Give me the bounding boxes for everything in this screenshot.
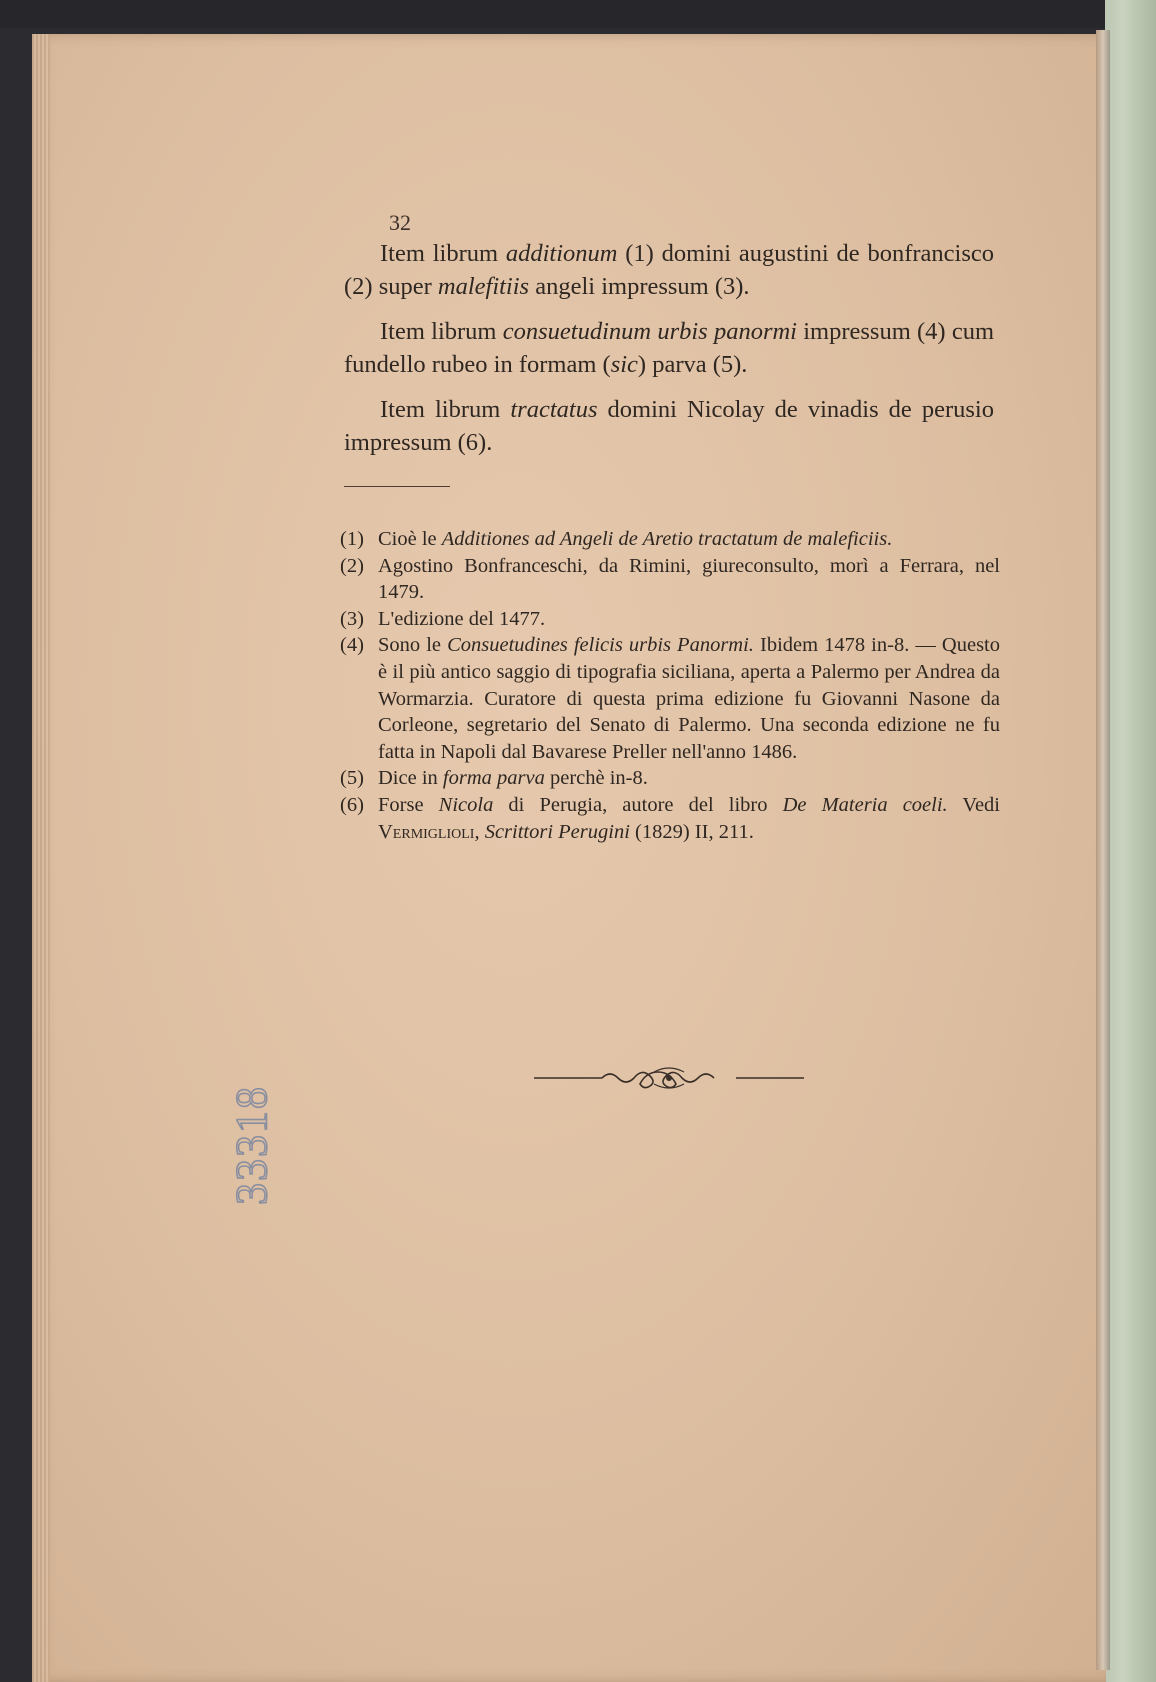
text-run: (1829) II, 211. bbox=[629, 820, 754, 843]
text-run: Agostino Bonfranceschi, da Rimini, giureconsulto, morì a Ferrara, nel 1479. bbox=[378, 554, 1000, 604]
italic-text: De Materia coeli. bbox=[782, 793, 948, 816]
text-run: Forse bbox=[378, 793, 439, 816]
footnotes bbox=[340, 526, 1000, 845]
footnote-text bbox=[378, 632, 1000, 765]
decorative-ornament-icon bbox=[534, 1065, 804, 1091]
italic-text: Scrittori Perugini bbox=[484, 820, 630, 843]
main-text bbox=[344, 238, 994, 472]
italic-text: Consuetudines felicis urbis Panormi. bbox=[447, 634, 754, 657]
footnote bbox=[340, 632, 1000, 765]
italic-text: malefitiis bbox=[437, 272, 530, 300]
text-run: perchè in-8. bbox=[544, 767, 648, 790]
footnote-number: (1) bbox=[340, 528, 364, 550]
text-run: Ibidem 1478 in-8. — Questo è il più antico saggio di tipografia siciliana, aperta a Palermo per Andrea da Wormarzia. Curatore di questa prima edizione fu Giovanni Nasone da Corleone, segretario del Senato di Palermo. Una seconda edizione ne fu fatta in Napoli dal Bavarese Preller nell'anno 1486. bbox=[378, 634, 1001, 763]
italic-text: forma parva bbox=[442, 767, 545, 790]
footnote-number: (6) bbox=[340, 793, 364, 816]
italic-text: Additiones ad Angeli de Aretio tractatum de maleficiis. bbox=[441, 528, 893, 550]
footnote bbox=[340, 765, 1000, 792]
text-run: Sono le bbox=[378, 634, 448, 657]
library-stamp bbox=[227, 1075, 280, 1205]
text-run: di Perugia, autore del libro bbox=[493, 793, 783, 816]
italic-text: additionum bbox=[505, 240, 618, 267]
text-run: (1) domini augustini de bonfrancisco (2) super bbox=[344, 240, 994, 300]
text-run: Cioè le bbox=[378, 528, 442, 550]
paragraph bbox=[344, 394, 994, 459]
footnote-text bbox=[378, 792, 1000, 845]
text-run: , bbox=[474, 820, 485, 843]
text-run: ) parva (5). bbox=[637, 350, 748, 378]
text-run: impressum (4) cum fundello rubeo in formam ( bbox=[344, 318, 994, 378]
footnote-text bbox=[378, 606, 1000, 633]
small-caps-text: Vermiglioli bbox=[378, 820, 475, 843]
footnote-number: (2) bbox=[340, 554, 364, 577]
footnote bbox=[340, 526, 1000, 553]
text-run: L'edizione del 1477. bbox=[378, 607, 546, 630]
footnote-text bbox=[378, 553, 1000, 606]
italic-text: tractatus bbox=[510, 396, 598, 423]
scanner-backdrop-right bbox=[1105, 0, 1156, 1682]
text-run: angeli impressum (3). bbox=[529, 272, 750, 300]
paragraph bbox=[344, 316, 994, 381]
text-run: Vedi bbox=[947, 793, 1000, 816]
page-number: 32 bbox=[389, 210, 411, 235]
footnote-number: (5) bbox=[340, 767, 364, 790]
italic-text: consuetudinum urbis panormi bbox=[502, 318, 797, 345]
footnote-number: (3) bbox=[340, 607, 364, 630]
page-edges-left bbox=[32, 34, 50, 1682]
text-run: Dice in bbox=[378, 767, 443, 790]
page-edge-right bbox=[1096, 30, 1110, 1670]
text-run: domini Nicolay de vinadis de perusio impressum (6). bbox=[344, 396, 994, 456]
footnote bbox=[340, 606, 1000, 633]
text-run: Item librum bbox=[380, 318, 503, 345]
footnote bbox=[340, 792, 1000, 845]
text-run: Item librum bbox=[380, 240, 506, 267]
text-run: Item librum bbox=[380, 396, 511, 423]
footnote-number: (4) bbox=[340, 634, 364, 657]
italic-text: sic bbox=[610, 350, 638, 378]
scanner-backdrop-top bbox=[0, 0, 1156, 28]
footnote-separator bbox=[344, 486, 450, 487]
footnote-text bbox=[378, 765, 1000, 792]
italic-text: Nicola bbox=[438, 793, 494, 816]
footnote bbox=[340, 553, 1000, 606]
footnote-text bbox=[378, 526, 1000, 553]
paragraph bbox=[344, 238, 994, 303]
stamp-number: 33318 bbox=[227, 1085, 276, 1205]
